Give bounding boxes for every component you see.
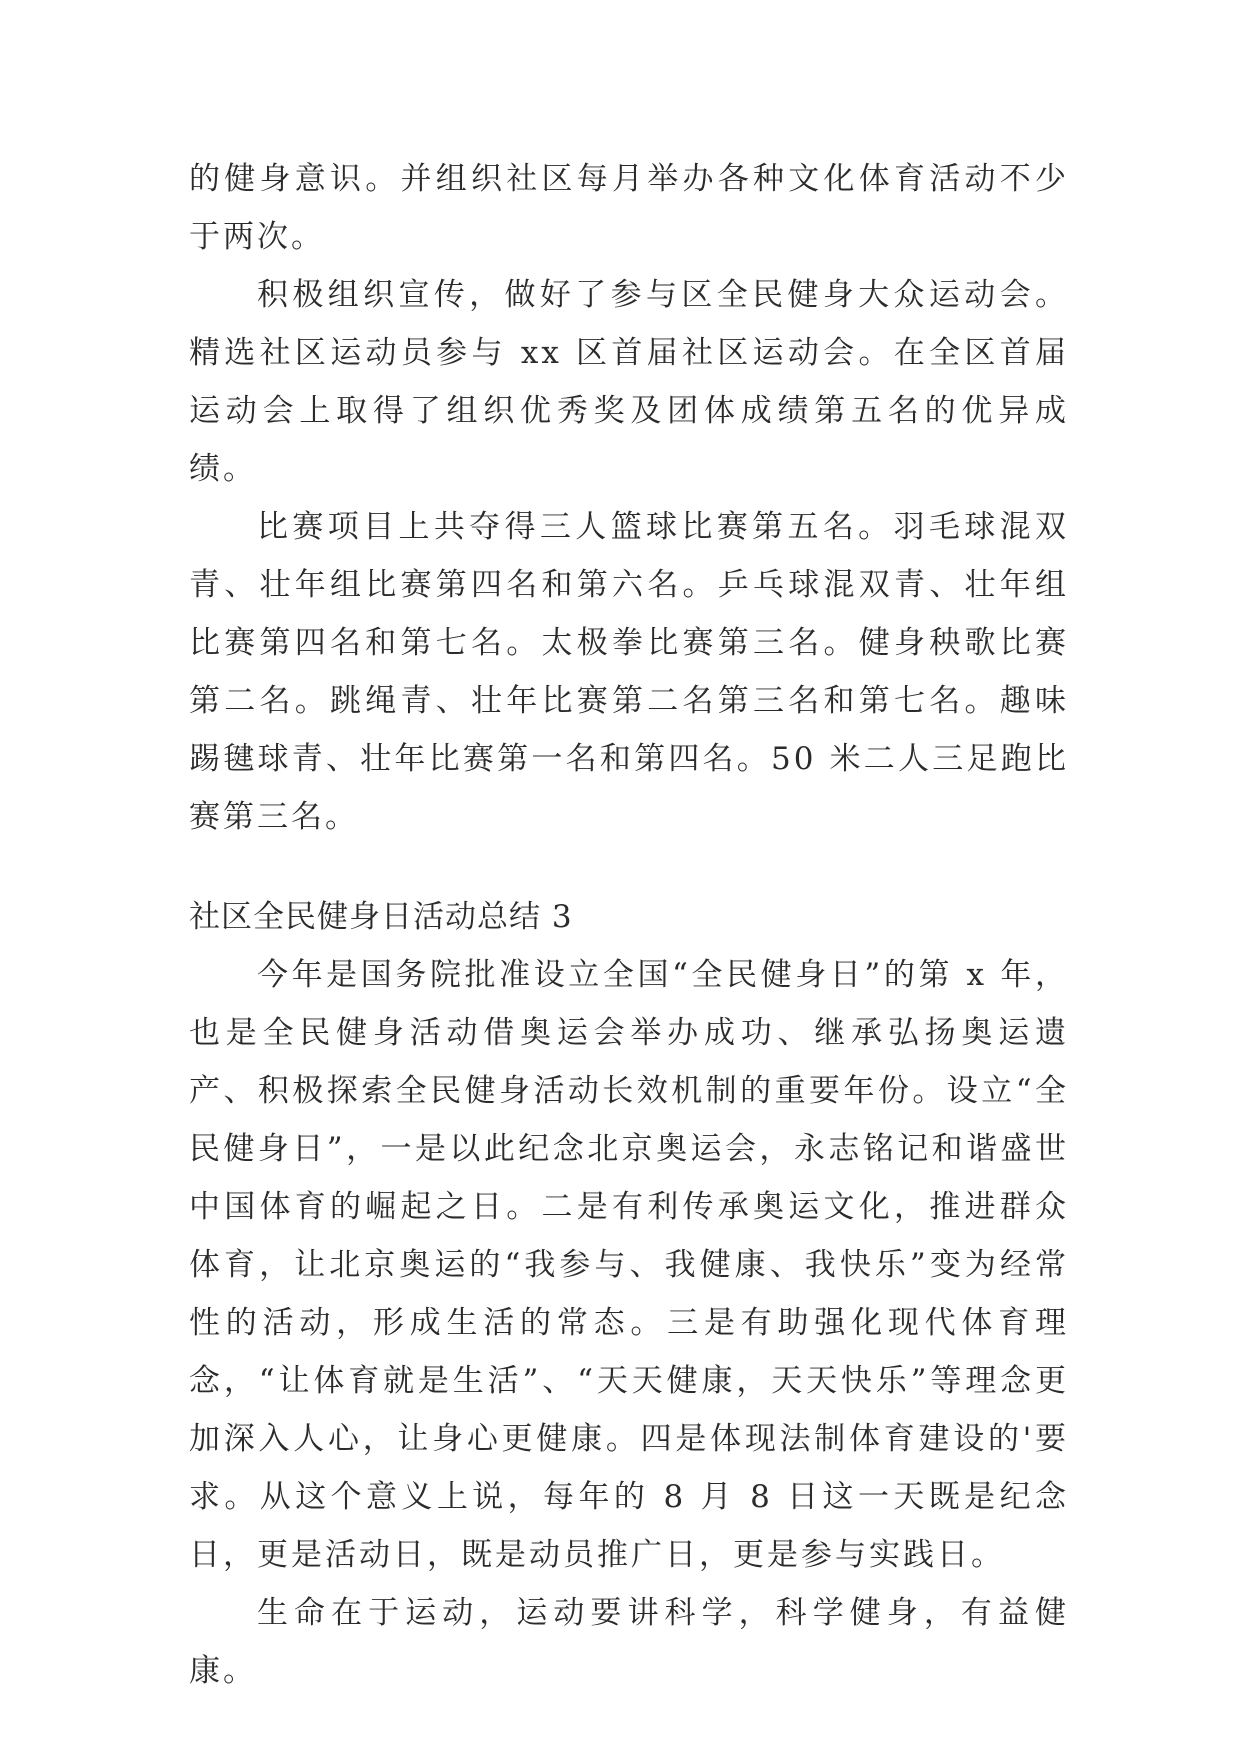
- section-heading: 社区全民健身日活动总结 3: [189, 899, 573, 935]
- paragraph-publicity: 积极组织宣传，做好了参与区全民健身大众运动会。精选社区运动员参与 xx 区首届社区运动会。在全区首届运动会上取得了组织优秀奖及团体成绩第五名的优异成绩。: [189, 277, 1069, 487]
- paragraph-life-in-motion: 生命在于运动，运动要讲科学，科学健身，有益健康。: [189, 1595, 1069, 1689]
- paragraph-competition-results: 比赛项目上共夺得三人篮球比赛第五名。羽毛球混双青、壮年组比赛第四名和第六名。乒乓球混双青、壮年组比赛第四名和第七名。太极拳比赛第三名。健身秧歌比赛第二名。跳绳青、壮年比赛第二名第三名和第七名。趣味踢毽球青、壮年比赛第一名和第四名。50 米二人三足跑比赛第三名。: [189, 509, 1069, 835]
- document-body: [189, 150, 1069, 1700]
- paragraph-continuation: 的健身意识。并组织社区每月举办各种文化体育活动不少于两次。: [189, 161, 1069, 255]
- paragraph-fitness-day: 今年是国务院批准设立全国“全民健身日”的第 x 年，也是全民健身活动借奥运会举办成功、继承弘扬奥运遗产、积极探索全民健身活动长效机制的重要年份。设立“全民健身日”，一是以此纪念北京奥运会，永志铭记和谐盛世中国体育的崛起之日。二是有利传承奥运文化，推进群众体育，让北京奥运的“我参与、我健康、我快乐”变为经常性的活动，形成生活的常态。三是有助强化现代体育理念，“让体育就是生活”、“天天健康，天天快乐”等理念更加深入人心，让身心更健康。四是体现法制体育建设的'要求。从这个意义上说，每年的 8 月 8 日这一天既是纪念日，更是活动日，既是动员推广日，更是参与实践日。: [189, 957, 1069, 1573]
